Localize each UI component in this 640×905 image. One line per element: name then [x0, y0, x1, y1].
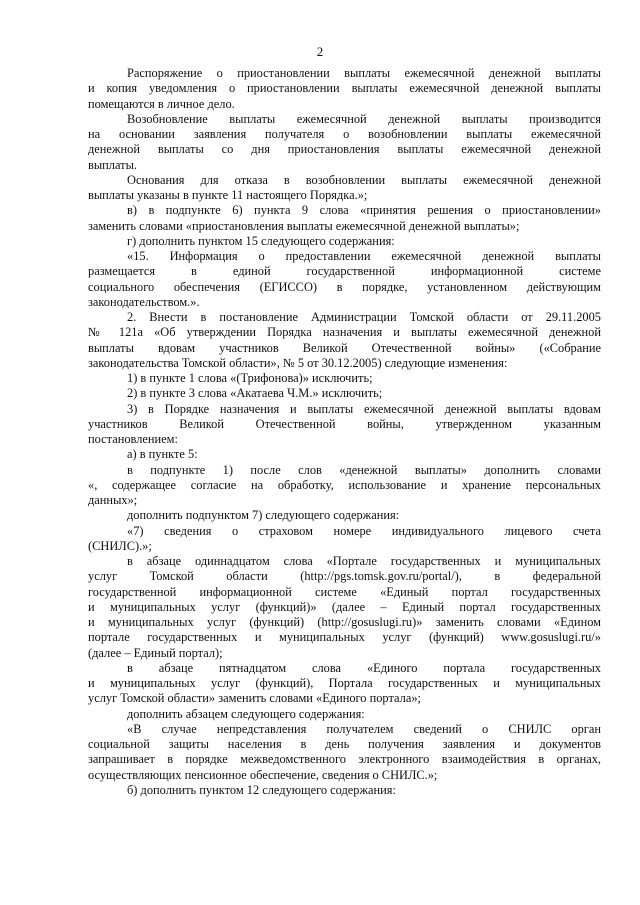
paragraph: дополнить абзацем следующего содержания:	[127, 706, 365, 721]
page-number: 2	[316, 44, 324, 59]
paragraph: дополнить подпунктом 7) следующего содержания:	[127, 508, 400, 523]
paragraph: в абзаце пятнадцатом слова «Единого портала государственных и муниципальных услуг (функций), Портала государственных и муниципальных услуг Томской области» заменить словами «Единого портала»;	[88, 660, 601, 706]
paragraph: 2) в пункте 3 слова «Акатаева Ч.М.» исключить;	[127, 386, 383, 401]
paragraph: 2. Внести в постановление Администрации Томской области от 29.11.2005 № 121а «Об утверждении Порядка назначения и выплаты ежемесячной денежной выплаты вдовам участников Великой Отечественной войны» («Собрание законодательства Томской области», № 5 от 30.12.2005) следующие изменения:	[88, 310, 601, 370]
paragraph: «15. Информация о предоставлении ежемесячной денежной выплаты размещается в единой государственной информационной системе социального обеспечения (ЕГИССО) в порядке, установленном действующим законодательством.».	[88, 249, 601, 309]
paragraph: в) в подпункте 6) пункта 9 слова «принятия решения о приостановлении» заменить словами «приостановления выплаты ежемесячной денежной выплаты»;	[88, 203, 601, 233]
document-body	[88, 66, 601, 798]
paragraph: 1) в пункте 1 слова «(Трифонова)» исключить;	[127, 371, 373, 385]
paragraph: в абзаце одиннадцатом слова «Портале государственных и муниципальных услуг Томской области (http://pgs.tomsk.gov.ru/portal/), в федеральной государственной информационной системе «Единый портал государственных и муниципальных услуг (функций)» (далее – Единый портал государственных и муниципальных услуг (функций) (http://gosuslugi.ru)» заменить словами «Едином портале государственных и муниципальных услуг (функций) www.gosuslugi.ru/» (далее – Единый портал);	[88, 554, 601, 660]
paragraph: Возобновление выплаты ежемесячной денежной выплаты производится на основании заявления получателя о возобновлении выплаты ежемесячной денежной выплаты со дня приостановления выплаты ежемесячной денежной выплаты.	[88, 111, 601, 172]
paragraph: 3) в Порядке назначения и выплаты ежемесячной денежной выплаты вдовам участников Великой Отечественной войны, утвержденном указанным постановлением:	[88, 401, 601, 446]
paragraph: Распоряжение о приостановлении выплаты ежемесячной денежной выплаты и копия уведомления о приостановлении выплаты ежемесячной денежной выплаты помещаются в личное дело.	[88, 66, 601, 111]
paragraph: «7) сведения о страховом номере индивидуального лицевого счета (СНИЛС).»;	[88, 523, 601, 553]
paragraph: б) дополнить пунктом 12 следующего содержания:	[127, 782, 396, 797]
paragraph: «В случае непредставления получателем сведений о СНИЛС орган социальной защиты населения в день получения заявления и документов запрашивает в порядке межведомственного электронного взаимодействия в органах, осуществляющих пенсионное обеспечение, сведения о СНИЛС.»;	[88, 721, 601, 782]
paragraph: г) дополнить пунктом 15 следующего содержания:	[127, 233, 395, 248]
paragraph: в подпункте 1) после слов «денежной выплаты» дополнить словами «, содержащее согласие на обработку, использование и хранение персональных данных»;	[88, 462, 601, 507]
paragraph: а) в пункте 5:	[127, 447, 198, 462]
paragraph: Основания для отказа в возобновлении выплаты ежемесячной денежной выплаты указаны в пункте 11 настоящего Порядка.»;	[88, 172, 601, 202]
